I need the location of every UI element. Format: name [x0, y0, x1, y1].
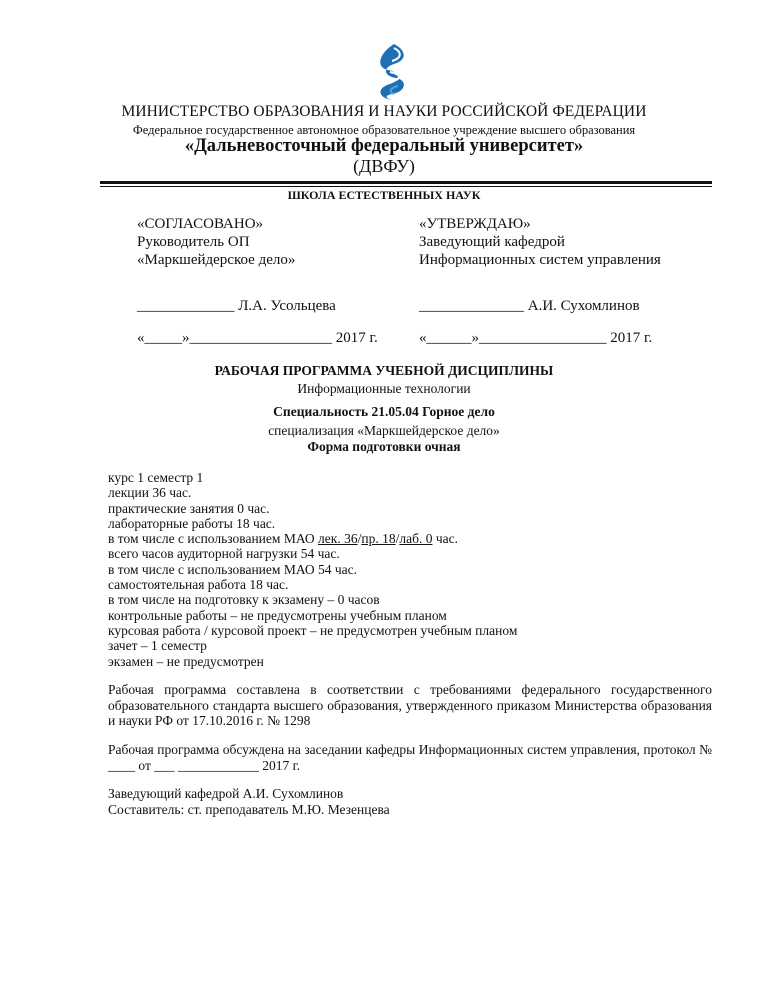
- header-divider-thin: [100, 186, 712, 187]
- university-name: «Дальневосточный федеральный университет»: [184, 136, 584, 156]
- paragraph-discussion: Рабочая программа обсуждена на заседании кафедры Информационных систем управления, протокол № ____ от ___ ____________ 2017 г.: [108, 742, 712, 773]
- hours-practice: практические занятия 0 час.: [108, 500, 270, 516]
- approval-left-line1: «СОГЛАСОВАНО»: [137, 216, 264, 232]
- school-name: ШКОЛА ЕСТЕСТВЕННЫХ НАУК: [287, 188, 481, 202]
- hours-self-study: самостоятельная работа 18 час.: [108, 577, 289, 593]
- mao-lab: лаб. 0: [399, 531, 433, 547]
- date-right: «______»_________________ 2017 г.: [419, 330, 653, 346]
- signatures-block: [108, 786, 390, 817]
- author: Составитель: ст. преподаватель М.Ю. Мезенцева: [108, 801, 390, 817]
- specialty: Специальность 21.05.04 Горное дело: [273, 404, 495, 419]
- hours-mao-breakdown: в том числе с использованием МАО лек. 36/пр. 18/лаб. 0 час.: [108, 531, 458, 547]
- hours-labs: лабораторные работы 18 час.: [108, 515, 276, 531]
- specialization: специализация «Маркшейдерское дело»: [268, 423, 500, 438]
- header-divider-thick: [100, 181, 712, 184]
- approval-right-line2: Заведующий кафедрой: [419, 234, 565, 250]
- ministry-title: МИНИСТЕРСТВО ОБРАЗОВАНИЯ И НАУКИ РОССИЙСКОЙ ФЕДЕРАЦИИ: [121, 103, 647, 120]
- hours-coursework: курсовая работа / курсовой проект – не предусмотрен учебным планом: [108, 622, 518, 638]
- hours-exam-prep: в том числе на подготовку к экзамену – 0 часов: [108, 592, 380, 608]
- mao-prefix: в том числе с использованием МАО: [108, 531, 319, 547]
- study-form: Форма подготовки очная: [307, 439, 461, 454]
- hours-lectures: лекции 36 час.: [108, 485, 192, 501]
- mao-suffix: час.: [432, 531, 458, 547]
- signature-right: ______________ А.И. Сухомлинов: [419, 298, 640, 314]
- university-abbreviation: (ДВФУ): [353, 156, 415, 176]
- mao-pr: пр. 18: [361, 531, 396, 547]
- mao-lek: лек. 36: [318, 531, 358, 547]
- approval-left-block: [137, 215, 295, 269]
- hours-exam: экзамен – не предусмотрен: [108, 653, 264, 669]
- hours-auditorium: всего часов аудиторной нагрузки 54 час.: [108, 546, 340, 562]
- signature-left: _____________ Л.А. Усольцева: [137, 298, 336, 314]
- hours-mao-total: в том числе с использованием МАО 54 час.: [108, 561, 358, 577]
- hours-control: контрольные работы – не предусмотрены учебным планом: [108, 607, 447, 623]
- approval-left-line3: «Маркшейдерское дело»: [137, 252, 296, 268]
- paragraph-standard: Рабочая программа составлена в соответствии с требованиями федерального государственного образовательного стандарта высшего образования, утвержденного приказом Министерства образования и науки РФ от 17.10.2016 г. № 1298: [108, 682, 712, 728]
- hours-list: [108, 470, 517, 669]
- date-left: «_____»___________________ 2017 г.: [137, 330, 378, 346]
- approval-right-block: [419, 215, 661, 269]
- discipline-name: Информационные технологии: [297, 381, 471, 396]
- approval-left-line2: Руководитель ОП: [137, 234, 250, 250]
- university-logo: [372, 42, 416, 102]
- program-title: РАБОЧАЯ ПРОГРАММА УЧЕБНОЙ ДИСЦИПЛИНЫ: [214, 363, 554, 378]
- approval-right-line1: «УТВЕРЖДАЮ»: [419, 216, 531, 232]
- institution-type: Федеральное государственное автономное образовательное учреждение высшего образования: [132, 123, 636, 137]
- hours-course: курс 1 семестр 1: [108, 470, 204, 485]
- head-of-department: Заведующий кафедрой А.И. Сухомлинов: [108, 786, 344, 801]
- approval-right-line3: Информационных систем управления: [419, 252, 661, 268]
- hours-credit: зачет – 1 семестр: [108, 638, 207, 654]
